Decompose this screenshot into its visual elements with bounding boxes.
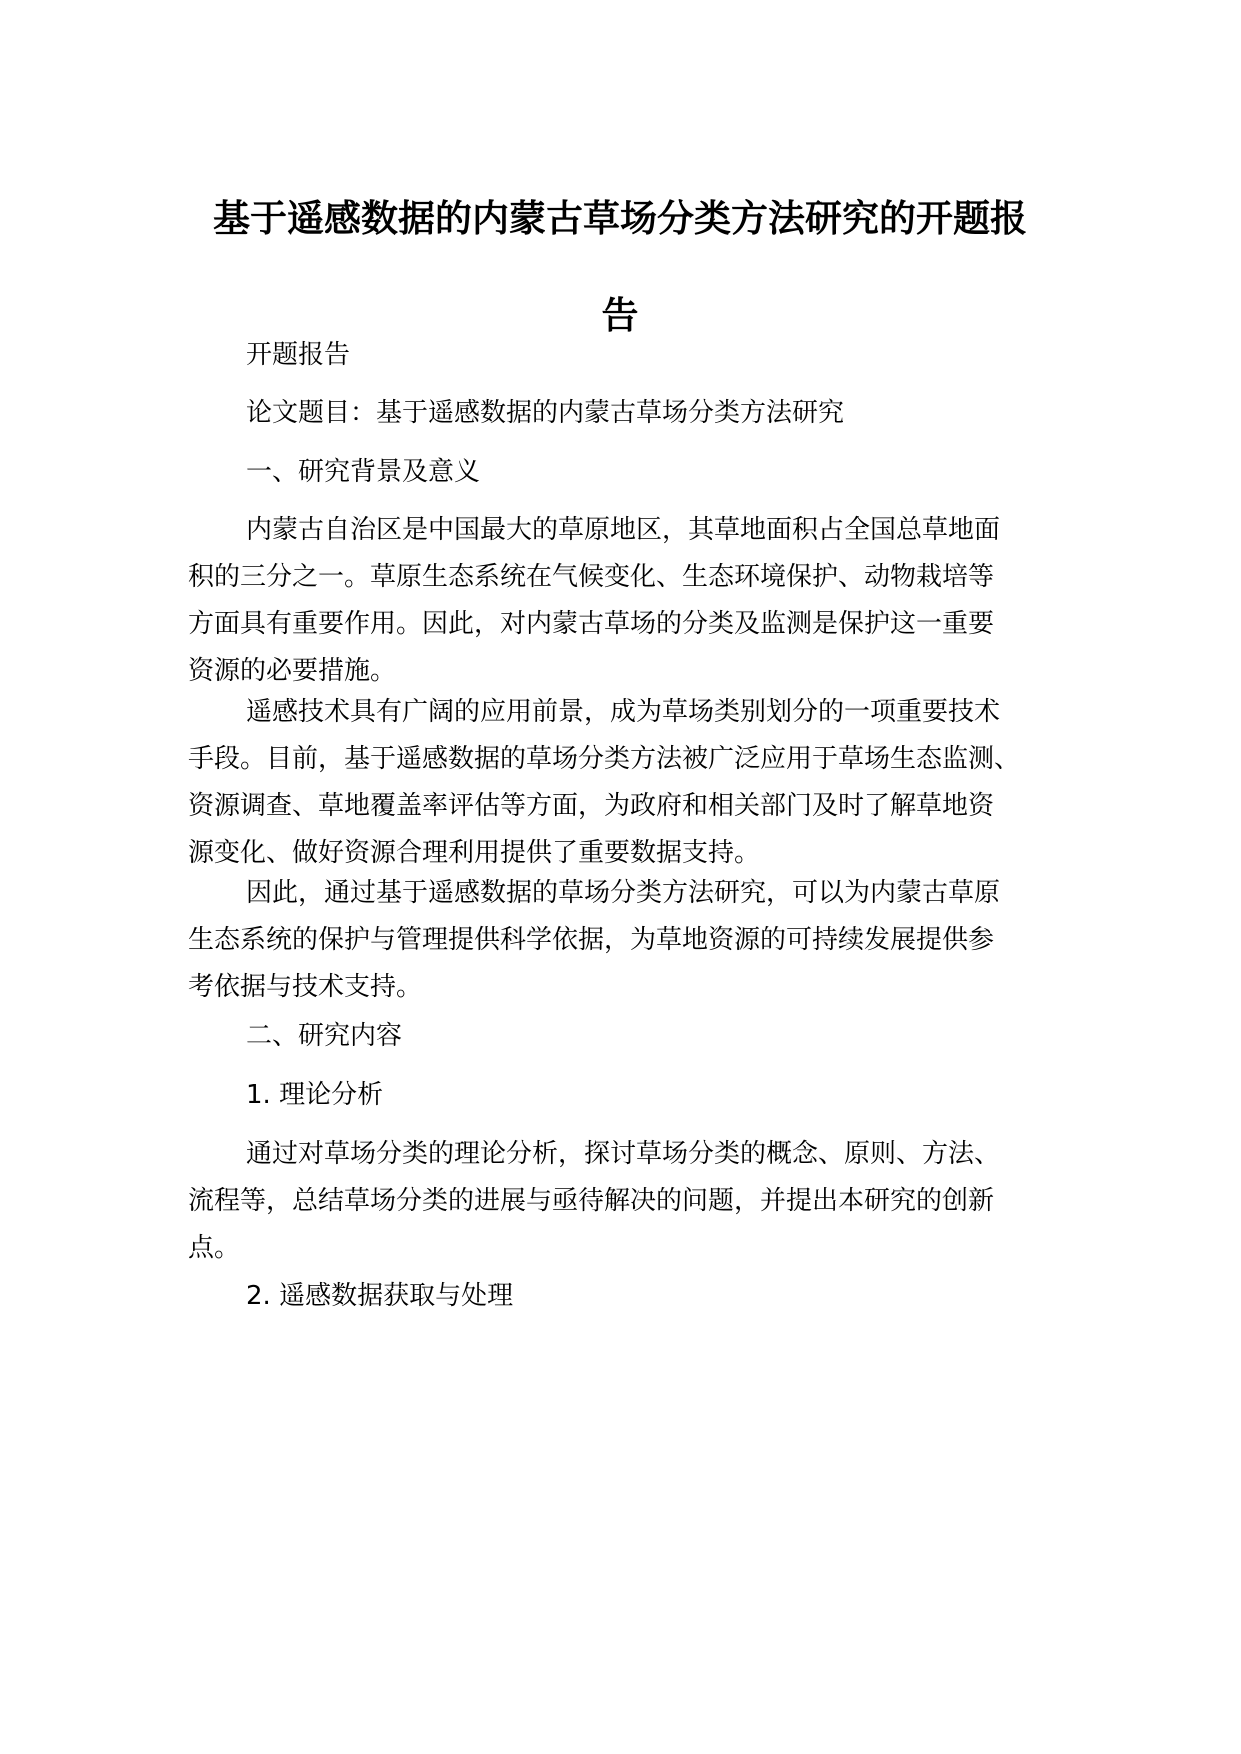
text-line: 遥感技术具有广阔的应用前景，成为草场类别划分的一项重要技术 — [246, 697, 1001, 727]
text-line: 因此，通过基于遥感数据的草场分类方法研究，可以为内蒙古草原 — [246, 878, 1001, 908]
thesis-title-line — [188, 390, 1126, 437]
title-line: 告 — [601, 294, 639, 337]
subsection-heading-2 — [188, 1273, 1126, 1320]
title-line: 基于遥感数据的内蒙古草场分类方法研究的开题报 — [213, 197, 1027, 240]
text-line: 考依据与技术支持。 — [188, 972, 423, 1002]
subsection-heading-1 — [188, 1072, 1126, 1119]
text-line: 2. 遥感数据获取与处理 — [246, 1281, 514, 1311]
text-line: 资源的必要措施。 — [188, 656, 397, 686]
text-line: 生态系统的保护与管理提供科学依据，为草地资源的可持续发展提供参 — [188, 925, 995, 955]
text-line: 积的三分之一。草原生态系统在气候变化、生态环境保护、动物栽培等 — [188, 562, 995, 592]
section-heading-2 — [188, 1013, 1126, 1060]
text-line: 二、研究内容 — [246, 1021, 403, 1051]
text-line: 点。 — [188, 1233, 241, 1263]
body-paragraph — [188, 507, 1068, 695]
text-line: 流程等，总结草场分类的进展与亟待解决的问题，并提出本研究的创新 — [188, 1186, 995, 1216]
body-paragraph — [188, 870, 1068, 1011]
body-paragraph — [188, 1131, 1068, 1272]
section-heading-1 — [188, 449, 1126, 496]
text-line: 1. 理论分析 — [246, 1080, 384, 1110]
report-label — [188, 332, 1126, 379]
body-paragraph — [188, 689, 1068, 877]
text-line: 资源调查、草地覆盖率评估等方面，为政府和相关部门及时了解草地资 — [188, 791, 995, 821]
text-line: 方面具有重要作用。因此，对内蒙古草场的分类及监测是保护这一重要 — [188, 609, 995, 639]
text-line: 论文题目：基于遥感数据的内蒙古草场分类方法研究 — [246, 398, 845, 428]
text-line: 内蒙古自治区是中国最大的草原地区，其草地面积占全国总草地面 — [246, 515, 1001, 545]
text-line: 一、研究背景及意义 — [246, 457, 481, 487]
text-line: 开题报告 — [246, 340, 351, 370]
text-line: 源变化、做好资源合理利用提供了重要数据支持。 — [188, 838, 761, 868]
text-line: 手段。目前，基于遥感数据的草场分类方法被广泛应用于草场生态监测、 — [188, 744, 1021, 774]
text-line: 通过对草场分类的理论分析，探讨草场分类的概念、原则、方法、 — [246, 1139, 1001, 1169]
